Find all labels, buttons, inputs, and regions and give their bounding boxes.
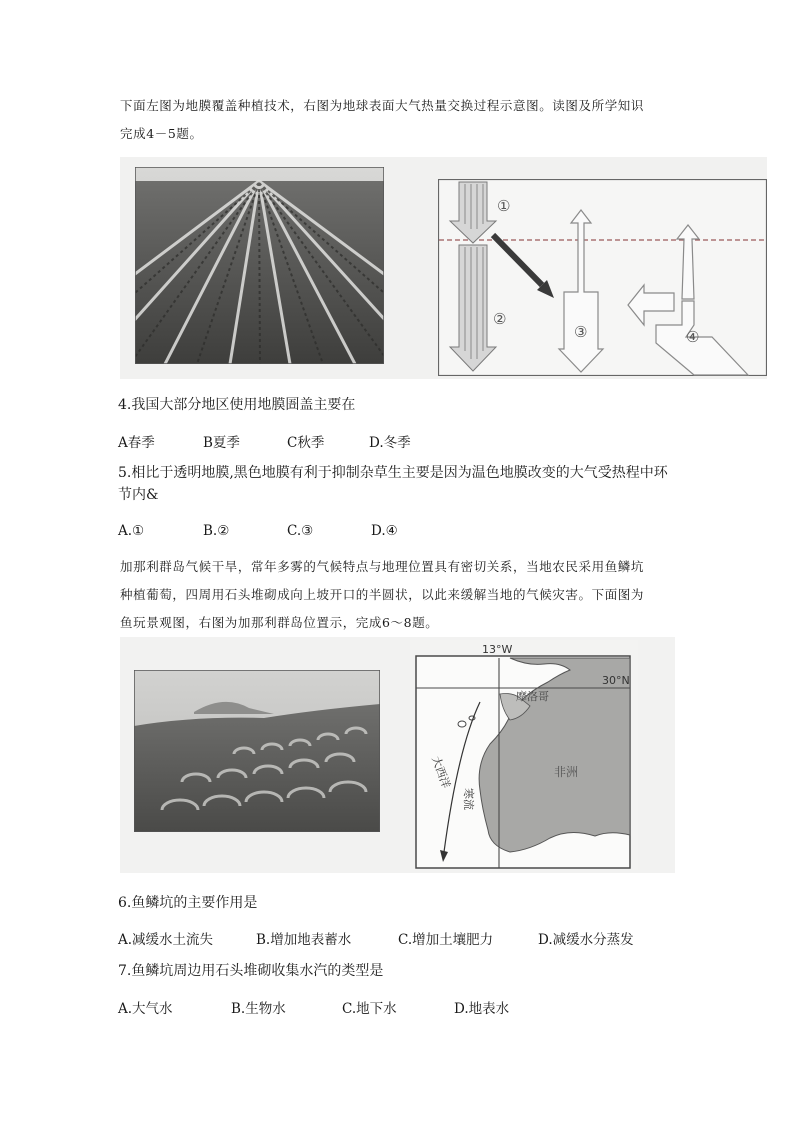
option-c[interactable]: C.增加土壤肥力 xyxy=(398,932,494,948)
option-d[interactable]: D.地表水 xyxy=(454,1001,510,1017)
option-c[interactable]: C秋季 xyxy=(287,435,325,451)
question-4-stem: 4.我国大部分地区使用地膜圄盖主要在 xyxy=(118,397,356,413)
option-c[interactable]: C.③ xyxy=(287,523,314,539)
question-6-stem: 6.鱼鳞坑的主要作用是 xyxy=(118,895,258,911)
option-d[interactable]: D.④ xyxy=(371,523,398,539)
option-d[interactable]: D.冬季 xyxy=(369,435,411,451)
question-5-line: 节内& xyxy=(118,487,159,503)
intro-line: 鱼玩景观图，右图为加那利群岛位置示，完成6～8题。 xyxy=(120,615,439,630)
lat-label: 30°N xyxy=(602,674,630,687)
intro-line: 下面左图为地膜覆盖种植技术，右图为地球表面大气热量交换过程示意图。读图及所学知识 xyxy=(120,98,645,113)
option-b[interactable]: B.生物水 xyxy=(231,1001,286,1017)
intro-line: 种植葡萄，四周用石头堆砌成向上坡开口的半圆状，以此来缓解当地的气候灾害。下面图为 xyxy=(120,587,645,602)
option-a[interactable]: A.减缓水土流失 xyxy=(118,932,214,948)
option-a[interactable]: A.① xyxy=(118,523,145,539)
option-b[interactable]: B夏季 xyxy=(203,435,240,451)
heat-exchange-diagram xyxy=(438,179,767,376)
option-c[interactable]: C.地下水 xyxy=(342,1001,397,1017)
label-1: ① xyxy=(497,197,511,215)
question-5-line: 5.相比于透明地膜,黑色地膜有利于抑制杂草生主要是因为温色地膜改变的大气受热程中环 xyxy=(118,465,668,481)
option-a[interactable]: A春季 xyxy=(118,435,155,451)
lon-label: 13°W xyxy=(482,643,513,656)
intro-line: 加那利群岛气候干旱，常年多雾的气候特点与地理位置具有密切关系，当地农民采用鱼鳞坑 xyxy=(120,559,645,574)
canary-islands-map xyxy=(410,640,638,870)
current-label: 寒流 xyxy=(462,788,475,810)
label-4: ④ xyxy=(686,328,700,346)
africa-label: 非洲 xyxy=(554,765,579,779)
label-3: ③ xyxy=(574,323,588,341)
option-a[interactable]: A.大气水 xyxy=(118,1001,173,1017)
morocco-label: 摩洛哥 xyxy=(516,690,549,703)
question-5-stem xyxy=(118,462,678,506)
label-2: ② xyxy=(493,310,507,328)
option-d[interactable]: D.减缓水分蒸发 xyxy=(538,932,634,948)
intro-paragraph-1 xyxy=(120,92,675,148)
film-mulch-photo xyxy=(135,167,384,364)
atlantic-label: 大西洋 xyxy=(429,754,453,791)
fish-scale-pit-photo xyxy=(134,670,380,832)
intro-line: 完成4－5题。 xyxy=(120,126,203,141)
option-b[interactable]: B.② xyxy=(203,523,230,539)
option-b[interactable]: B.增加地表蓄水 xyxy=(256,932,352,948)
question-7-stem: 7.鱼鳞坑周边用石头堆砌收集水汽的类型是 xyxy=(118,963,384,979)
intro-paragraph-2 xyxy=(120,553,675,637)
